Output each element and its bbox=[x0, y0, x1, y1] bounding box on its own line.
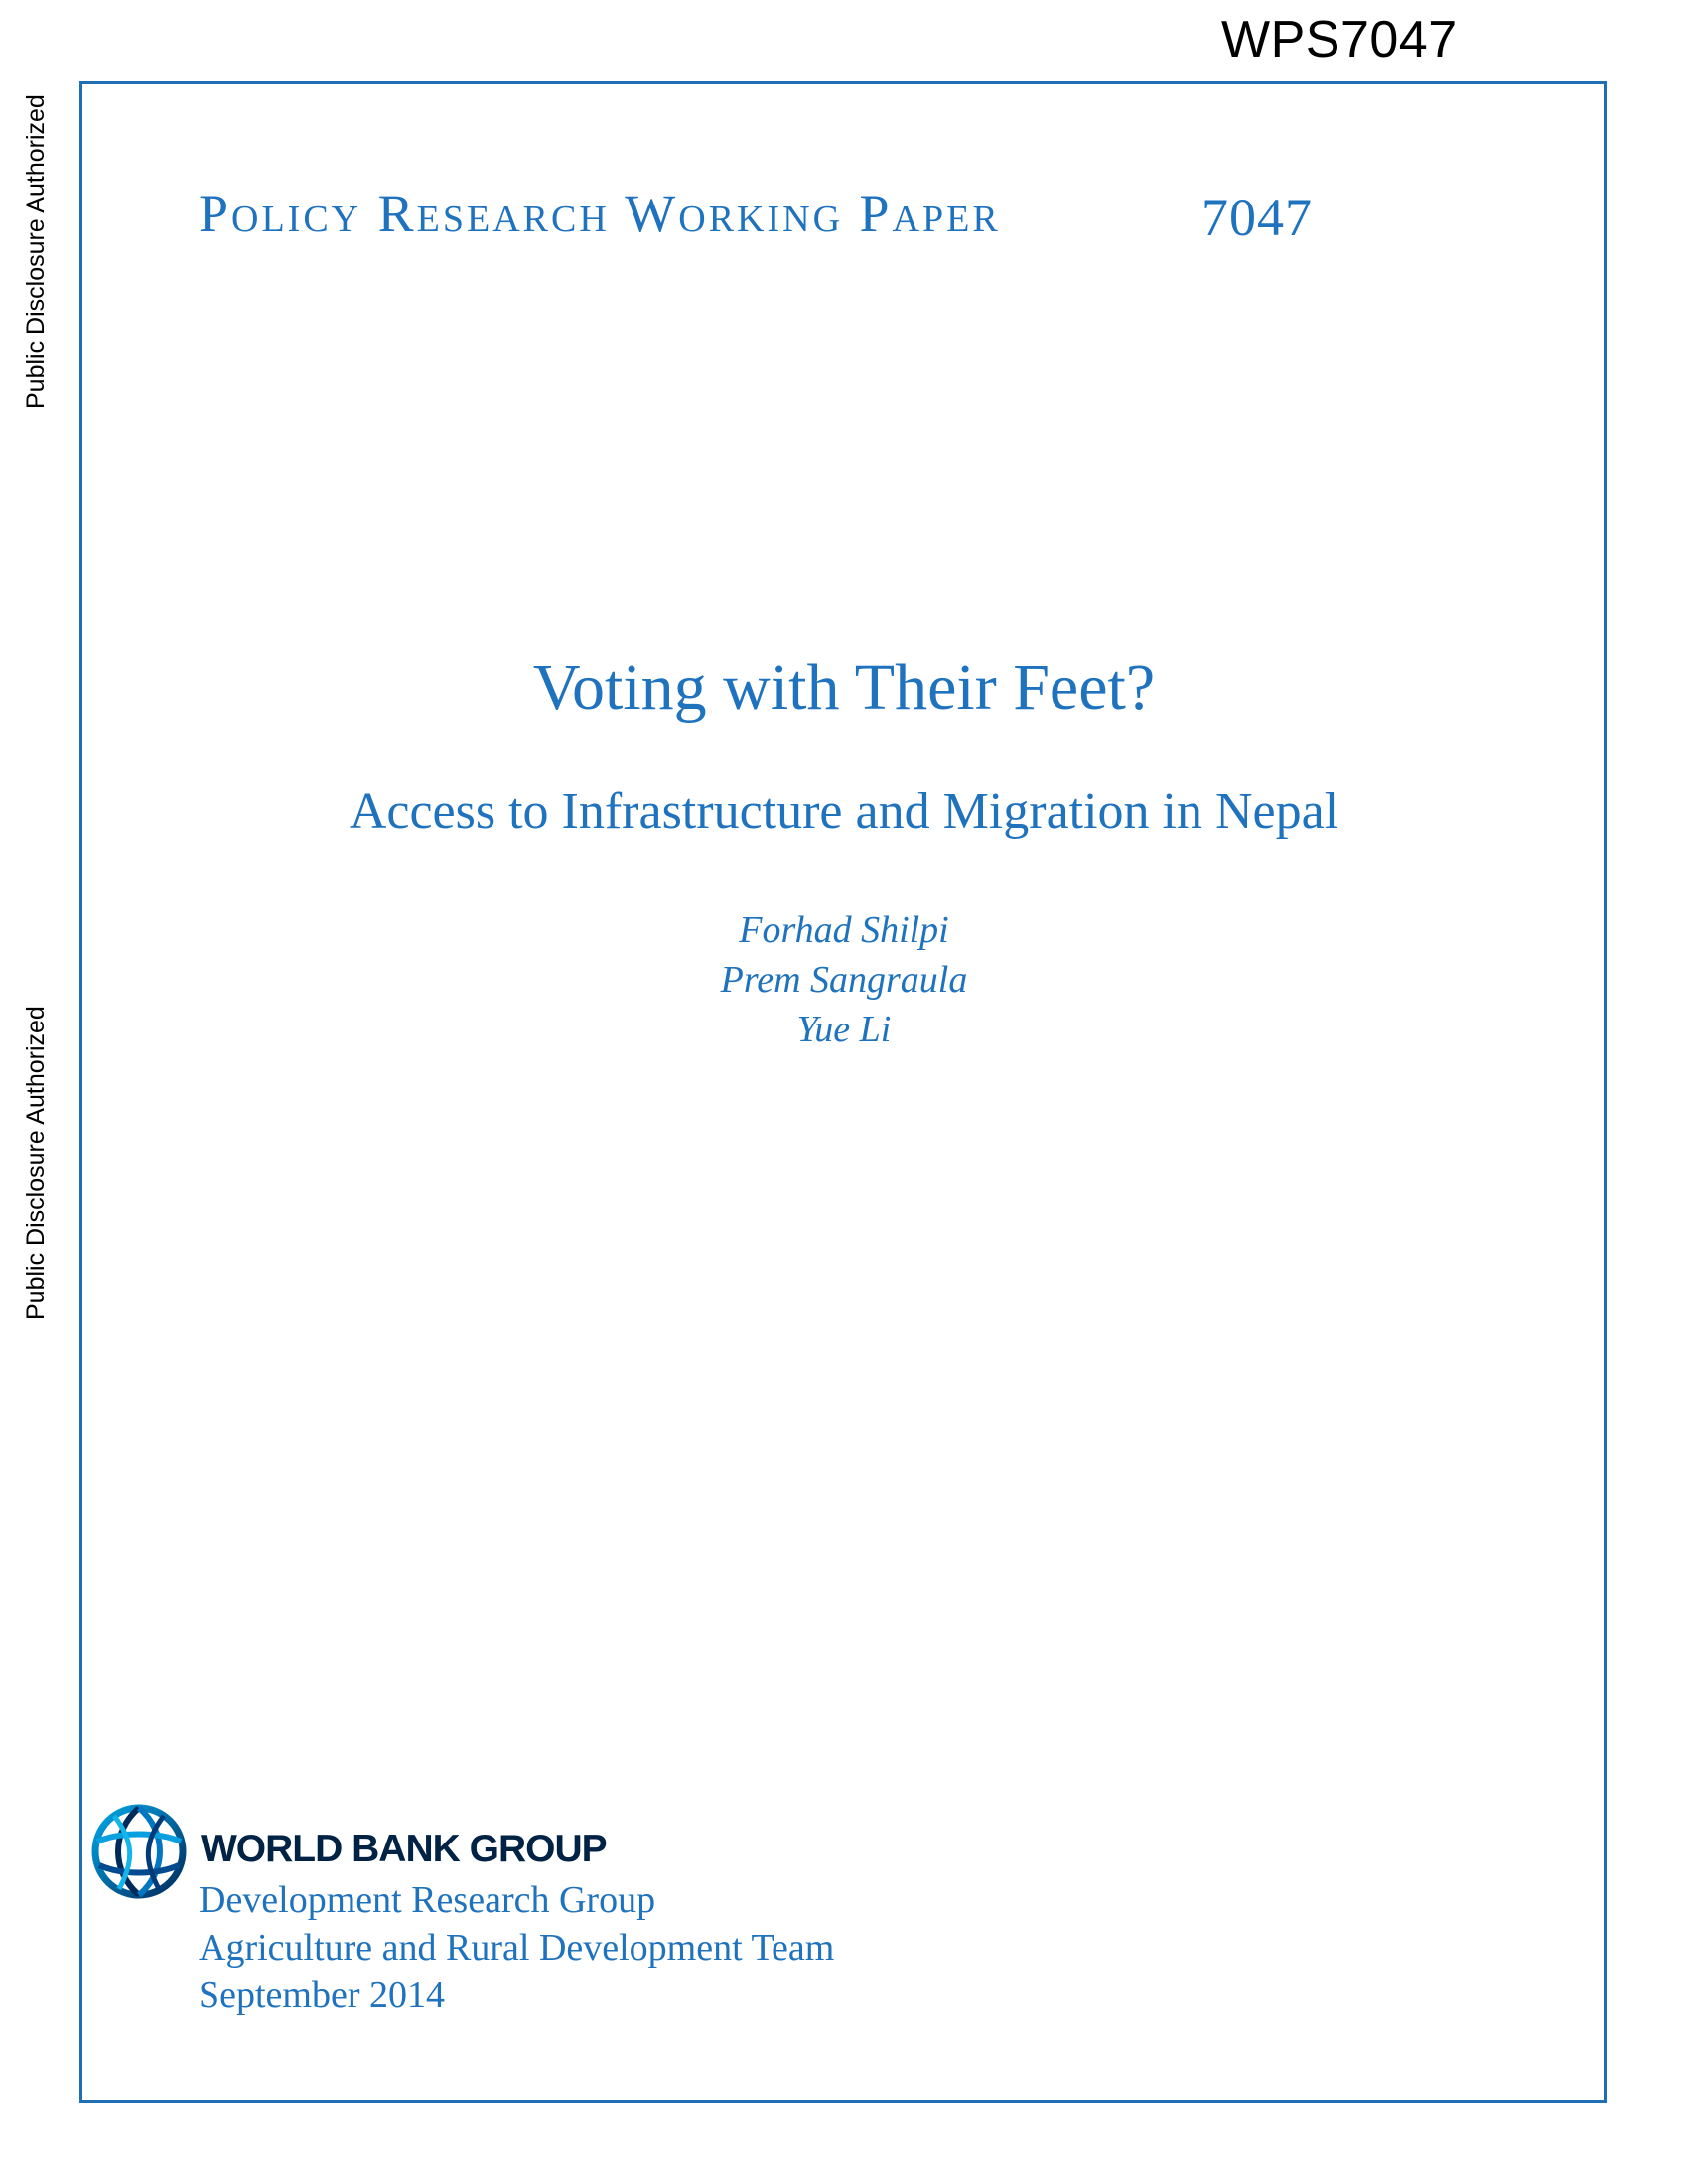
paper-subtitle: Access to Infrastructure and Migration in Nepal bbox=[349, 783, 1339, 840]
author-name: Forhad Shilpi bbox=[739, 909, 949, 951]
disclosure-stamp: Public Disclosure Authorized bbox=[22, 1006, 50, 1320]
author-list bbox=[0, 905, 1688, 1054]
paper-number: 7047 bbox=[1201, 188, 1313, 247]
disclosure-stamp: Public Disclosure Authorized bbox=[22, 94, 50, 409]
publication-date: September 2014 bbox=[199, 1975, 446, 2016]
world-bank-globe-icon bbox=[89, 1802, 189, 1901]
team-line: Agriculture and Rural Development Team bbox=[199, 1927, 835, 1969]
series-name: Policy Research Working Paper bbox=[199, 184, 1001, 243]
author-name: Prem Sangraula bbox=[720, 959, 968, 1001]
footer-info bbox=[199, 1876, 834, 2019]
paper-title: Voting with Their Feet? bbox=[532, 651, 1156, 724]
report-id: WPS7047 bbox=[1221, 11, 1458, 68]
page-border bbox=[79, 81, 1607, 2103]
organization-name: WORLD BANK GROUP bbox=[201, 1828, 607, 1870]
author-name: Yue Li bbox=[796, 1009, 892, 1050]
department-line: Development Research Group bbox=[199, 1879, 656, 1921]
